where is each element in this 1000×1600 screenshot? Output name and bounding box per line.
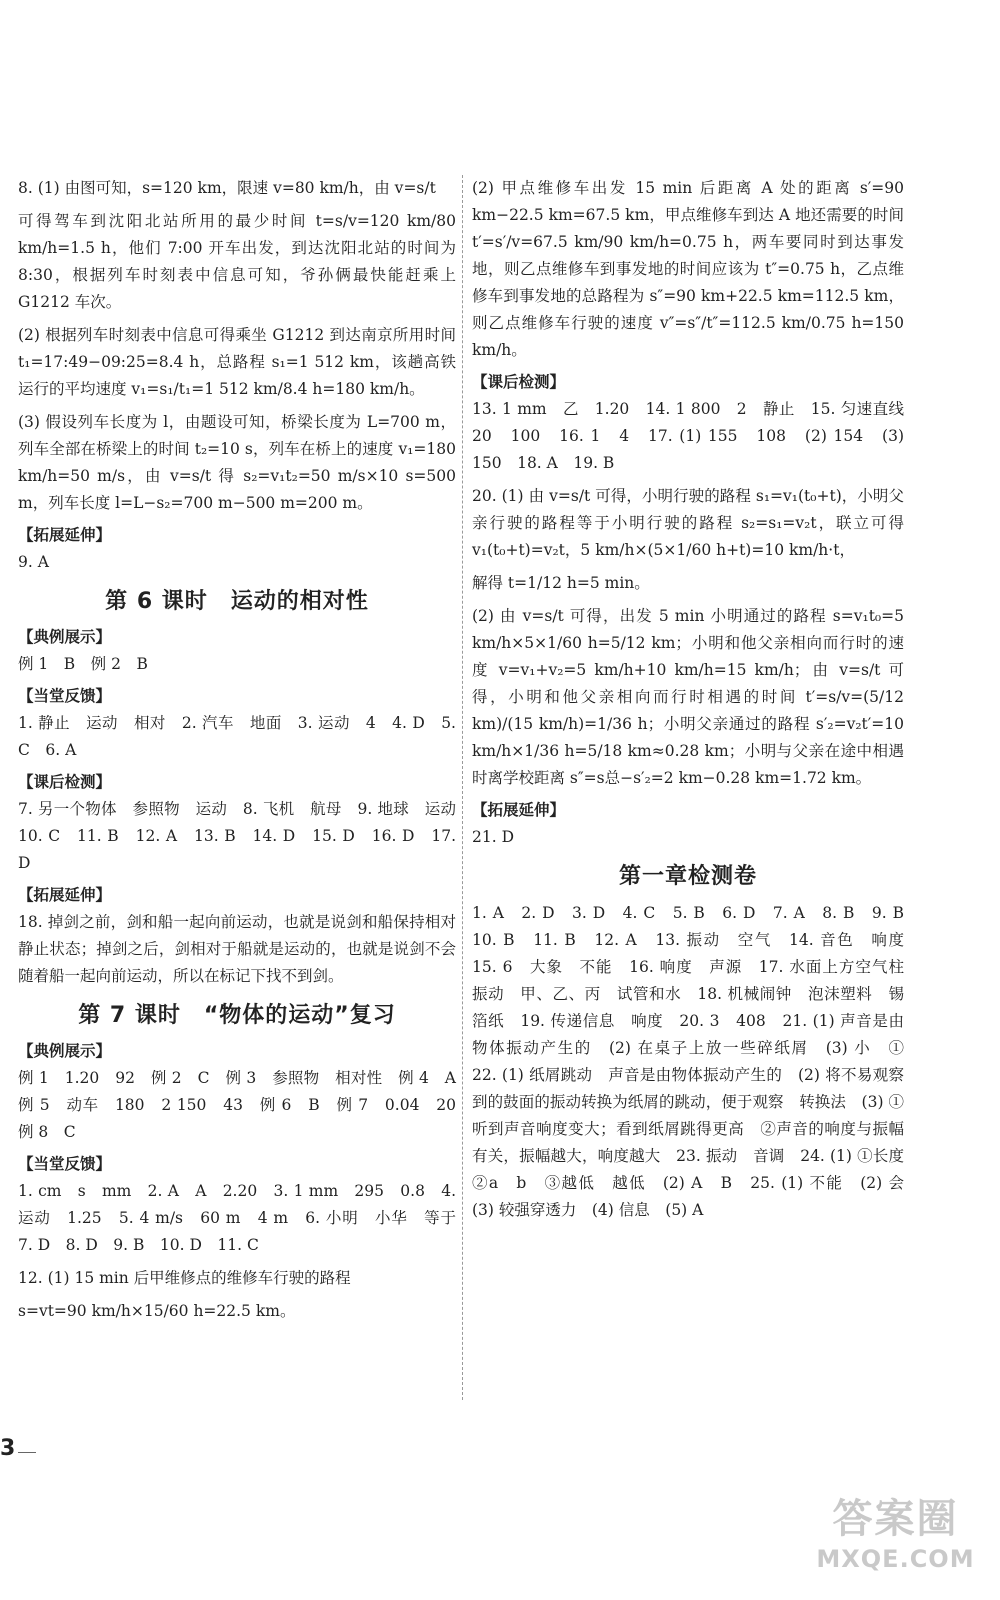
- chapter-test-answers: 1. A 2. D 3. D 4. C 5. B 6. D 7. A 8. B 9. B 10. B 11. B 12. A 13. 振动 空气 14. 音色 响度 15. 6 大象 不能 16. 响度 声源 17. 水面上方空气柱 振动 甲、乙、丙 试管和水 18. 机械闹钟 泡沫塑料 锡箔纸 19. 传递信息 响度 20. 3 408 21. (1) 声音是由物体振动产生的 (2) 在桌子上放一些碎纸屑 (3) 小 ① 22. (1) 纸屑跳动 声音是由物体振动产生的 (2) 将不易观察到的鼓面的振动转换为纸屑的跳动，便于观察 转换法 (3) ①听到声音响度变大；看到纸屑跳得更高 ②声音的响度与振幅有关，振幅越大，响度越大 23. 振动 音调 24. (1) ①长度 ②a b ③越低 越低 (2) A B 25. (1) 不能 (2) 会 (3) 较强穿透力 (4) 信息 (5) A: [472, 904, 920, 1219]
- left-column: [18, 175, 472, 1331]
- feedback-answers: 1. 静止 运动 相对 2. 汽车 地面 3. 运动 4 4. D 5. C 6. A: [18, 714, 456, 759]
- chapter-test-title: 第一章检测卷: [618, 864, 757, 889]
- q20-part-1: 20. (1) 由 v=s/t 可得，小明行驶的路程 s₁=v₁(t₀+t)，小明父亲行驶的路程等于小明行驶的路程 s₂=s₁=v₂t，联立可得 v₁(t₀+t)=v₂t，5 km/h×(5×1/60 h+t)=10 km/h·t，: [472, 487, 904, 559]
- after-class-7-answers: 13. 1 mm 乙 1.20 14. 1 800 2 静止 15. 匀速直线 20 100 16. 1 4 17. (1) 155 108 (2) 154 (3) 150 18. A 19. B: [472, 400, 920, 472]
- q8-line-1: 8. (1) 由图可知，s=120 km，限速 v=80 km/h，由 v=s/t: [18, 179, 436, 197]
- lesson-7-title: 第 7 课时 “物体的运动”复习: [78, 1003, 396, 1028]
- section-label-typical-7: 【典例展示】: [18, 1041, 112, 1060]
- watermark-logo-text: 答案圈: [832, 1496, 959, 1542]
- section-label-extension: 【拓展延伸】: [18, 525, 112, 544]
- section-label-typical: 【典例展示】: [18, 627, 112, 646]
- watermark-url: MXQE.COM: [816, 1545, 975, 1573]
- section-label-feedback: 【当堂反馈】: [18, 686, 112, 705]
- section-label-after-class: 【课后检测】: [18, 772, 112, 791]
- watermark-logo: [808, 1494, 983, 1589]
- q21-answer: 21. D: [472, 828, 515, 846]
- page-number-rule: [18, 1452, 36, 1453]
- q8-line-2: 可得驾车到沈阳北站所用的最少时间 t=s/v=120 km/80 km/h=1.5 h，他们 7:00 开车出发，到达沈阳北站的时间为 8:30，根据列车时刻表中信息可知，爷孙俩最快能赶乘上 G1212 车次。: [18, 212, 456, 311]
- q12-line-1: 12. (1) 15 min 后甲维修点的维修车行驶的路程: [18, 1269, 351, 1287]
- section-label-feedback-7: 【当堂反馈】: [18, 1154, 112, 1173]
- section-label-after-class-7: 【课后检测】: [472, 372, 566, 391]
- q8-part-3: (3) 假设列车长度为 l，由题设可知，桥梁长度为 L=700 m，列车全部在桥梁上的时间 t₂=10 s，列车在桥上的速度 v₁=180 km/h=50 m/s，由 v=s/t 得 s₂=v₁t₂=50 m/s×10 s=500 m，列车长度 l=L−s₂=700 m−500 m=200 m。: [18, 413, 456, 512]
- lesson-6-title: 第 6 课时 运动的相对性: [105, 589, 369, 614]
- page-number: 3: [0, 1436, 16, 1461]
- after-class-answers: 7. 另一个物体 参照物 运动 8. 飞机 航母 9. 地球 运动 10. C 11. B 12. A 13. B 14. D 15. D 16. D 17. D: [18, 800, 472, 872]
- q12-part-2: (2) 甲点维修车出发 15 min 后距离 A 处的距离 s′=90 km−22.5 km=67.5 km，甲点维修车到达 A 地还需要的时间 t′=s′/v=67.5 km/90 km/h=0.75 h，两车要同时到达事发地，则乙点维修车到事发地的时间应该为 t″=0.75 h，乙点维修车到事发地的总路程为 s″=90 km+22.5 km=112.5 km，则乙点维修车行驶的速度 v″=s″/t″=112.5 km/0.75 h=150 km/h。: [472, 179, 904, 359]
- q8-part-2: (2) 根据列车时刻表中信息可得乘坐 G1212 到达南京所用时间 t₁=17:49−09:25=8.4 h，总路程 s₁=1 512 km，该趟高铁运行的平均速度 v₁=s₁/t₁=1 512 km/8.4 h=180 km/h。: [18, 326, 456, 398]
- q20-part-1-result: 解得 t=1/12 h=5 min。: [472, 574, 650, 592]
- q9-answer: 9. A: [18, 553, 49, 571]
- right-column: [472, 175, 920, 1230]
- section-label-extension-7: 【拓展延伸】: [472, 800, 566, 819]
- typical-7-answers: 例 1 1.20 92 例 2 C 例 3 参照物 相对性 例 4 A 例 5 动车 180 2 150 43 例 6 B 例 7 0.04 20 例 8 C: [18, 1069, 472, 1141]
- feedback-7-answers: 1. cm s mm 2. A A 2.20 3. 1 mm 295 0.8 4. 运动 1.25 5. 4 m/s 60 m 4 m 6. 小明 小华 等于 7. D 8. D 9. B 10. D 11. C: [18, 1182, 472, 1254]
- typical-answers: 例 1 B 例 2 B: [18, 655, 148, 673]
- q12-line-2: s=vt=90 km/h×15/60 h=22.5 km。: [18, 1302, 296, 1320]
- q20-part-2: (2) 由 v=s/t 可得，出发 5 min 小明通过的路程 s=v₁t₀=5 km/h×5×1/60 h=5/12 km；小明和他父亲相向而行时的速度 v=v₁+v₂=5 km/h+10 km/h=15 km/h；由 v=s/t 可得，小明和他父亲相向而行时相遇的时间 t′=s/v=(5/12 km)/(15 km/h)=1/36 h；小明父亲通过的路程 s′₂=v₂t′=10 km/h×1/36 h=5/18 km≈0.28 km；小明与父亲在途中相遇时离学校距离 s″=s总−s′₂=2 km−0.28 km=1.72 km。: [472, 607, 904, 787]
- q18-answer: 18. 掉剑之前，剑和船一起向前运动，也就是说剑和船保持相对静止状态；掉剑之后，剑相对于船就是运动的，也就是说剑不会随着船一起向前运动，所以在标记下找不到剑。: [18, 913, 456, 985]
- section-label-extension-2: 【拓展延伸】: [18, 885, 112, 904]
